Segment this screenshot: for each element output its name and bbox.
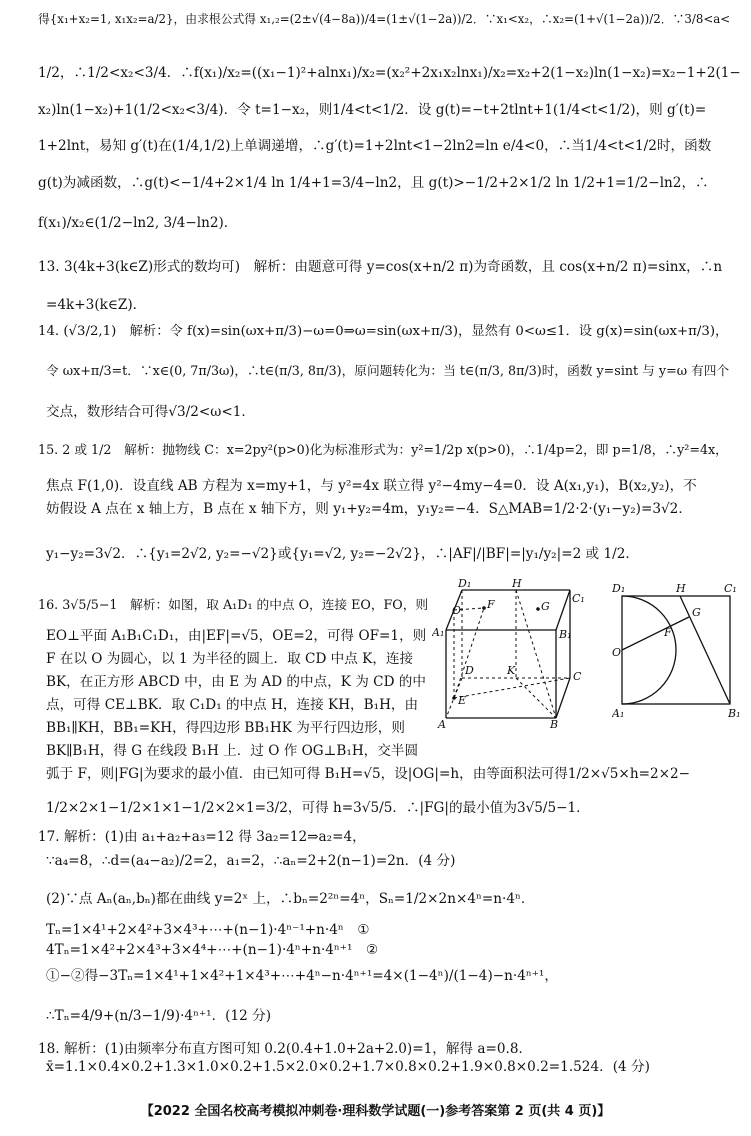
text-line: g(t)为减函数，∴g(t)<−1/4+2×1/4 ln 1/4+1=3/4−ln2，且 g(t)>−1/2+2×1/2 ln 1/2+1=1/2−ln2，∴ (38, 175, 709, 191)
square-label-F: F (664, 626, 672, 639)
text-line: ∴Tₙ=4/9+(n/3−1/9)·4ⁿ⁺¹．(12 分) (46, 1008, 272, 1024)
cube-label-F: F (487, 598, 495, 611)
text-line: 13. 3(4k+3(k∈Z)形式的数均可) 解析：由题意可得 y=cos(x+n/2 π)为奇函数，且 cos(x+n/2 π)=sinx，∴n (38, 259, 723, 275)
text-line: 焦点 F(1,0)．设直线 AB 方程为 x=my+1，与 y²=4x 联立得 y²−4my−4=0．设 A(x₁,y₁)，B(x₂,y₂)，不 (46, 478, 697, 494)
text-line: 交点，数形结合可得√3/2<ω<1． (46, 404, 255, 420)
text-line: 1/2×2×1−1/2×1×1−1/2×2×1=3/2，可得 h=3√5/5．∴|FG|的最小值为3√5/5−1． (46, 800, 590, 816)
text-line: =4k+3(k∈Z)． (46, 297, 147, 313)
text-line: BK∥B₁H，得 G 在线段 B₁H 上．过 O 作 OG⊥B₁H，交半圆 (46, 743, 419, 759)
text-line: F 在以 O 为圆心，以 1 为半径的圆上．取 CD 中点 K，连接 (46, 651, 414, 667)
square-label-D1: D₁ (612, 582, 626, 595)
square-label-C1: C₁ (724, 582, 737, 595)
text-line: EO⊥平面 A₁B₁C₁D₁，由|EF|=√5，OE=2，可得 OF=1，则 (46, 628, 427, 644)
text-line: ①−②得−3Tₙ=1×4¹+1×4²+1×4³+⋯+4ⁿ−n·4ⁿ⁺¹=4×(1−4ⁿ)/(1−4)−n·4ⁿ⁺¹， (46, 968, 558, 984)
text-line: 14. (√3/2,1) 解析：令 f(x)=sin(ωx+π/3)−ω=0⇒ω=sin(ωx+π/3)，显然有 0<ω≤1．设 g(x)=sin(ωx+π/3)， (38, 324, 729, 339)
cube-label-A1: A₁ (432, 626, 445, 639)
text-line: Tₙ=1×4¹+2×4²+3×4³+⋯+(n−1)·4ⁿ⁻¹+n·4ⁿ ① (46, 922, 370, 938)
cube-label-A: A (438, 718, 446, 730)
cube-label-D1: D₁ (458, 578, 472, 590)
cube-label-H: H (512, 578, 522, 590)
text-line: BB₁∥KH，BB₁=KH，得四边形 BB₁HK 为平行四边形，则 (46, 720, 405, 736)
text-line: x₂)ln(1−x₂)+1(1/2<x₂<3/4)．令 t=1−x₂，则1/4<t<1/2．设 g(t)=−t+2tlnt+1(1/4<t<1/2)，则 g′(t)= (38, 102, 707, 118)
text-line: 点，可得 CE⊥BK．取 C₁D₁ 的中点 H，连接 KH，B₁H，由 (46, 697, 419, 713)
cube-label-C1: C₁ (572, 592, 585, 605)
cube-label-K: K (507, 664, 516, 677)
text-line: 1+2lnt，易知 g′(t)在(1/4,1/2)上单调递增，∴g′(t)=1+2lnt<1−2ln2=ln e/4<0，∴当1/4<t<1/2时，函数 (38, 138, 712, 154)
page-footer: 【2022 全国名校高考模拟冲刺卷·理科数学试题(一)参考答案第 2 页(共 4 页)】 (140, 1104, 611, 1119)
text-line: ∵a₄=8，∴d=(a₄−a₂)/2=2，a₁=2，∴aₙ=2+2(n−1)=2n．(4 分) (46, 853, 456, 869)
text-line: 16. 3√5/5−1 解析：如图，取 A₁D₁ 的中点 O，连接 EO，FO，则 (38, 597, 429, 612)
text-line: (2)∵点 Aₙ(aₙ,bₙ)都在曲线 y=2ˣ 上，∴bₙ=2²ⁿ=4ⁿ，Sₙ=1/2×2n×4ⁿ=n·4ⁿ． (46, 891, 535, 907)
text-line: x̄=1.1×0.4×0.2+1.3×1.0×0.2+1.5×2.0×0.2+1.7×0.8×0.2+1.9×0.8×0.2=1.524．(4 分) (46, 1059, 650, 1075)
square-figure (612, 580, 744, 720)
cube-label-C: C (573, 670, 582, 683)
square-label-B1: B₁ (728, 707, 741, 720)
text-line: 令 ωx+π/3=t．∵x∈(0, 7π/3ω)，∴t∈(π/3, 8π/3)，原问题转化为：当 t∈(π/3, 8π/3)时，函数 y=sint 与 y=ω 有四个 (46, 363, 730, 378)
square-label-O: O (612, 646, 622, 659)
text-line: 弧于 F，则|FG|为要求的最小值．由已知可得 B₁H=√5，设|OG|=h，由等面积法可得1/2×√5×h=2×2− (46, 766, 691, 782)
text-line: f(x₁)/x₂∈(1/2−ln2, 3/4−ln2)． (38, 215, 238, 231)
cube-label-E: E (458, 694, 467, 707)
text-line: 4Tₙ=1×4²+2×4³+3×4⁴+⋯+(n−1)·4ⁿ+n·4ⁿ⁺¹ ② (46, 942, 379, 958)
text-line: y₁−y₂=3√2．∴{y₁=2√2, y₂=−√2}或{y₁=√2, y₂=−2√2}，∴|AF|/|BF|=|y₁/y₂|=2 或 1/2． (46, 546, 639, 562)
cube-label-B1: B₁ (559, 628, 572, 641)
square-label-G: G (692, 606, 701, 619)
cube-label-O: O (452, 604, 462, 617)
cube-label-B: B (550, 718, 559, 730)
square-label-A1: A₁ (612, 707, 625, 720)
cube-figure (432, 578, 592, 730)
cube-label-D: D (465, 664, 474, 677)
text-line: 得{x₁+x₂=1, x₁x₂=a/2}，由求根公式得 x₁,₂=(2±√(4−8a))/4=(1±√(1−2a))/2．∵x₁<x₂，∴x₂=(1+√(1−2a))/2．∵3/8<a< (38, 12, 731, 26)
text-line: 17. 解析：(1)由 a₁+a₂+a₃=12 得 3a₂=12⇒a₂=4， (38, 829, 366, 845)
square-label-H: H (676, 582, 686, 595)
text-line: 18. 解析：(1)由频率分布直方图可知 0.2(0.4+1.0+2a+2.0)=1，解得 a=0.8． (38, 1041, 533, 1057)
text-line: BK，在正方形 ABCD 中，由 E 为 AD 的中点，K 为 CD 的中 (46, 674, 426, 690)
cube-label-G: G (541, 600, 550, 613)
text-line: 妨假设 A 点在 x 轴上方，B 点在 x 轴下方，则 y₁+y₂=4m，y₁y₂=−4．S△MAB=1/2·2·(y₁−y₂)=3√2． (46, 501, 692, 517)
text-line: 1/2，∴1/2<x₂<3/4．∴f(x₁)/x₂=((x₁−1)²+alnx₁)/x₂=(x₂²+2x₁x₂lnx₁)/x₂=x₂+2(1−x₂)ln(1−x₂)=x₂−1+2(1− (38, 65, 741, 81)
text-line: 15. 2 或 1/2 解析：抛物线 C：x=2py²(p>0)化为标准形式为：y²=1/2p x(p>0)，∴1/4p=2，即 p=1/8，∴y²=4x， (38, 442, 728, 457)
